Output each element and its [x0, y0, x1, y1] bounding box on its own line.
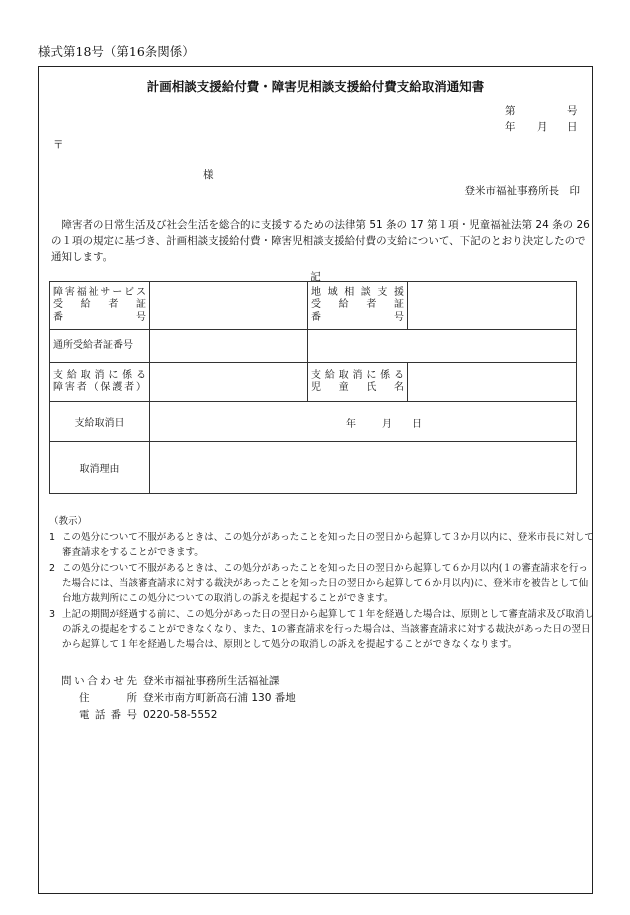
- notice-document-frame: [38, 66, 593, 894]
- postal-mark: 〒: [53, 139, 64, 151]
- notes-heading: （教示）: [49, 516, 88, 527]
- table-row: [50, 363, 577, 402]
- contact-address: 登米市南方町新高石浦 130 番地: [143, 692, 296, 704]
- date-month-label: 月: [537, 121, 548, 133]
- notice-body-text: 障害者の日常生活及び社会生活を総合的に支援するための法律第 51 条の 17 第１項・児童福祉法第 24 条の 26 の１項の規定に基づき、計画相談支援給付費・障害児相談支援給付費の支給について、下記のとおり決定したので通知します。: [51, 219, 590, 263]
- cancelled-child-field[interactable]: [408, 363, 577, 402]
- document-title: 計画相談支援給付費・障害児相談支援給付費支給取消通知書: [146, 79, 485, 94]
- appeal-instructions: [49, 514, 594, 652]
- cancellation-reason-field[interactable]: [150, 442, 577, 494]
- address-label: 住所: [79, 692, 137, 704]
- contact-office: 登米市福祉事務所生活福祉課: [143, 675, 280, 687]
- cancelled-person-field[interactable]: [150, 363, 308, 402]
- welfare-service-number-field[interactable]: [150, 282, 308, 330]
- table-row: [50, 402, 577, 442]
- phone-label: 電話番号: [79, 709, 137, 721]
- table-row: [50, 442, 577, 494]
- notice-table: [49, 281, 577, 494]
- addressee-suffix: 様: [203, 169, 214, 181]
- list-item: 2 この処分について不服があるときは、この処分があったことを知った日の翌日から起算して６か月以内(１の審査請求を行った場合には、当該審査請求に対する裁決があったことを知った日の翌日から起算して６か月以内)に、登米市を被告として仙台地方裁判所にこの処分についての取消しの訴えを提起することができます。: [49, 563, 589, 604]
- cancellation-reason-label: 取消理由: [50, 442, 150, 494]
- table-row: [50, 330, 577, 363]
- community-support-number-field[interactable]: [408, 282, 577, 330]
- contact-phone: 0220-58-5552: [143, 709, 218, 721]
- day-service-number-label: 通所受給者証番号: [50, 330, 150, 363]
- day-service-number-field[interactable]: [150, 330, 308, 363]
- list-item: 1 この処分について不服があるときは、この処分があったことを知った日の翌日から起算して３か月以内に、登米市長に対して審査請求をすることができます。: [49, 532, 594, 558]
- contact-info: [61, 673, 296, 724]
- form-number: 様式第18号（第16条関係）: [38, 44, 195, 59]
- date-day-label: 日: [567, 121, 578, 133]
- cancelled-person-label: 支給取消に係る 障害者（保護者）: [50, 363, 150, 402]
- cancelled-child-label: 支給取消に係る 児童氏名: [308, 363, 408, 402]
- welfare-service-number-label: 障害福祉サービス 受給者証 番号: [50, 282, 150, 330]
- number-label-left: 第: [505, 105, 516, 117]
- ki-heading: 記: [310, 271, 321, 283]
- community-support-number-label: 地域相談支援 受給者証 番号: [308, 282, 408, 330]
- contact-label: 問い合わせ先: [61, 675, 137, 687]
- table-row: [50, 282, 577, 330]
- cancellation-date-label: 支給取消日: [50, 402, 150, 442]
- number-label-right: 号: [567, 105, 578, 117]
- empty-cell: [308, 330, 577, 363]
- cancellation-date-field[interactable]: 年 月 日: [150, 402, 577, 442]
- issuer-name: 登米市福祉事務所長 印: [464, 185, 580, 197]
- list-item: 3 上記の期間が経過する前に、この処分があった日の翌日から起算して１年を経過した場合は、原則として審査請求及び取消しの訴えの提起をすることができなくなり、また、1の審査請求を行った場合は、当該審査請求に対する裁決があった日の翌日から起算して１年を経過した場合は、原則として処分の取消しの訴えを提起することができなくなります。: [49, 609, 594, 650]
- date-year-label: 年: [505, 121, 516, 133]
